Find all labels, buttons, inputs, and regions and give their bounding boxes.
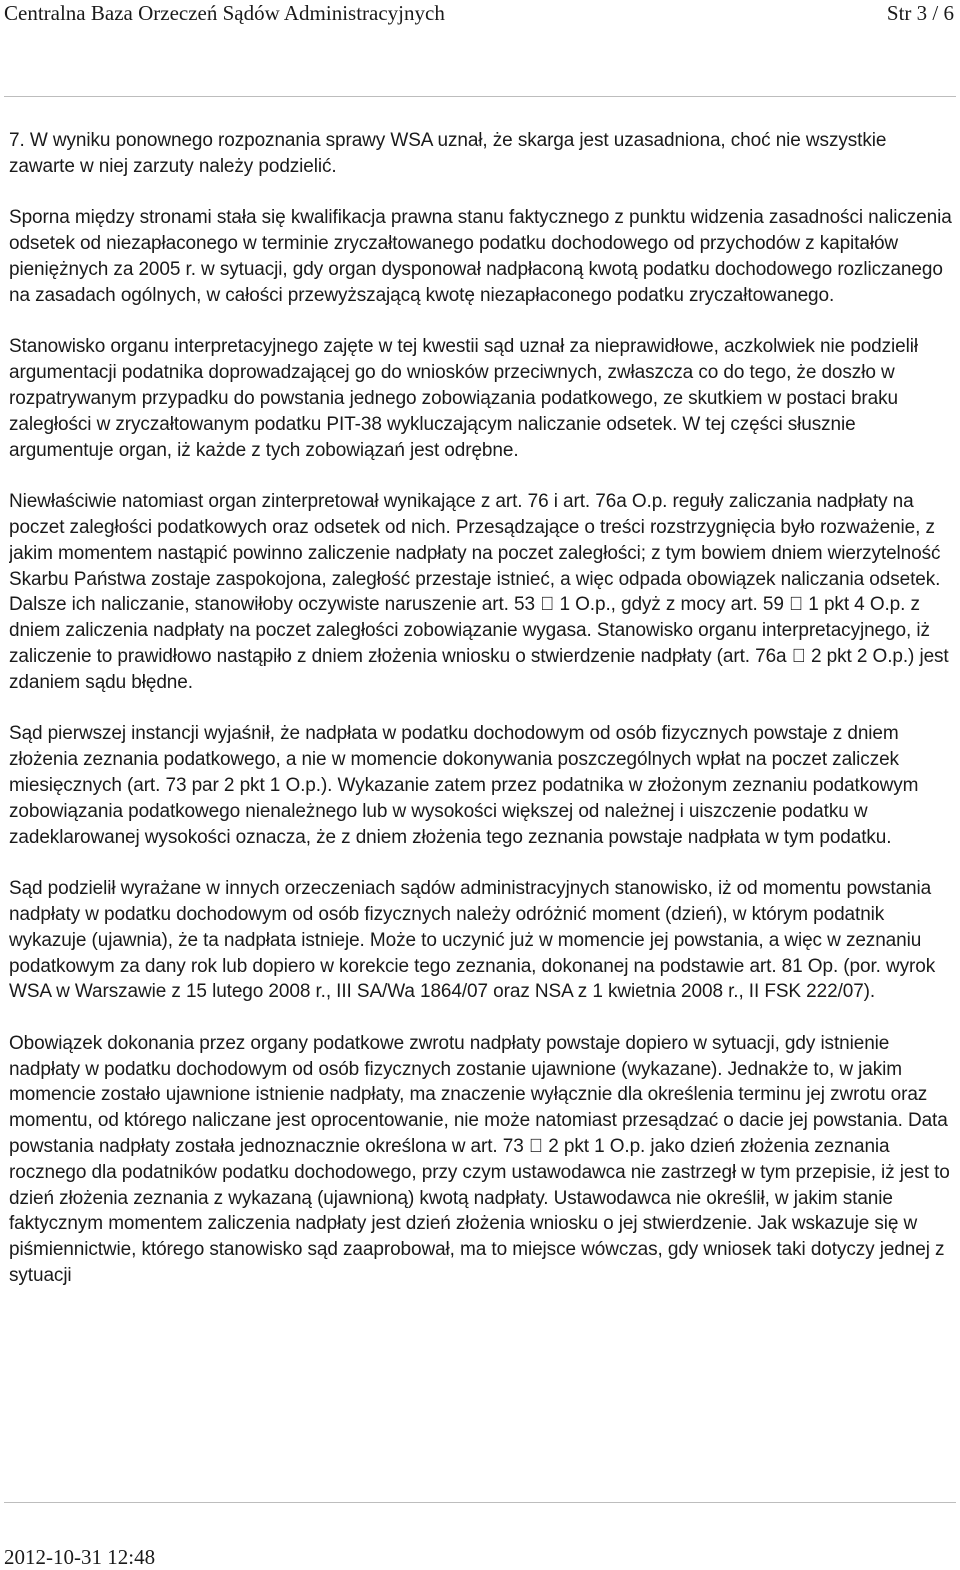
document-body [9, 128, 954, 1480]
page-number: Str 3 / 6 [886, 1, 954, 25]
paragraph-3: Stanowisko organu interpretacyjnego zajęte w tej kwestii sąd uznał za nieprawidłowe, aczkolwiek nie podzielił argumentacji podatnika doprowadzającej go do wniosków przeciwnych, zwłaszcza co do tego, że doszło w rozpatrywanym przypadku do powstania jednego zobowiązania podatkowego, ze skutkiem w postaci braku zaległości w zryczałtowanym podatku PIT-38 wykluczającym naliczanie odsetek. W tej części słusznie argumentuje organ, iż każde z tych zobowiązań jest odrębne. [9, 336, 918, 461]
header-divider [4, 96, 956, 97]
footer-divider [4, 1502, 956, 1503]
page-header [0, 0, 960, 26]
paragraph-6: Sąd podzielił wyrażane w innych orzeczeniach sądów administracyjnych stanowisko, iż od momentu powstania nadpłaty w podatku dochodowym od osób fizycznych należy odróżnić moment (dzień), w którym podatnik wykazuje (ujawnia), że ta nadpłata istnieje. Może to uczynić już w momencie jej powstania, a więc w zeznaniu podatkowym za dany rok lub dopiero w korekcie tego zeznania, dokonanej na podstawie art. 81 Op. (por. wyrok WSA w Warszawie z 15 lutego 2008 r., III SA/Wa 1864/07 oraz NSA z 1 kwietnia 2008 r., II FSK 222/07). [9, 878, 936, 1003]
paragraph-4: Niewłaściwie natomiast organ zinterpretował wynikające z art. 76 i art. 76a O.p. reguły zaliczania nadpłaty na poczet zaległości podatkowych oraz odsetek od nich. Przesądzające o treści rozstrzygnięcia było rozważenie, z jakim momentem nastąpić powinno zaliczenie nadpłaty na poczet zaległości; z tym bowiem dniem wierzytelność Skarbu Państwa zostaje zaspokojona, zaległość przestaje istnieć, a więc odpada obowiązek naliczania odsetek. Dalsze ich naliczanie, stanowiłoby oczywiste naruszenie art. 53 1 O.p., gdyż z mocy art. 59 1 pkt 4 O.p. z dniem zaliczenia nadpłaty na poczet zaległości zobowiązanie wygasa. Stanowisko organu interpretacyjnego, iż zaliczenie to prawidłowo nastąpiło z dniem złożenia wniosku o stwierdzenie nadpłaty (art. 76a 2 pkt 2 O.p.) jest zdaniem sądu błędne. [9, 491, 941, 693]
document-source-title: Centralna Baza Orzeczeń Sądów Administracyjnych [4, 1, 445, 25]
paragraph-5: Sąd pierwszej instancji wyjaśnił, że nadpłata w podatku dochodowym od osób fizycznych powstaje z dniem złożenia zeznania podatkowego, a nie w momencie dokonywania poszczególnych wpłat na poczet zaliczek miesięcznych (art. 73 par 2 pkt 1 O.p.). Wykazanie zatem przez podatnika w złożonym zeznaniu podatkowym zobowiązania podatkowego nienależnego lub w wysokości większej od należnej i uiszczenie podatku w zadeklarowanej wysokości oznacza, że z dniem złożenia tego zeznania powstaje nadpłata w tym podatku. [9, 723, 919, 848]
footer-timestamp: 2012-10-31 12:48 [4, 1545, 156, 1569]
paragraph-7: Obowiązek dokonania przez organy podatkowe zwrotu nadpłaty powstaje dopiero w sytuacji, gdy istnienie nadpłaty w podatku dochodowym od osób fizycznych zostanie ujawnione (wykazane). Jednakże to, w jakim momencie zostało ujawnione istnienie nadpłaty, ma znaczenie wyłącznie dla określenia terminu jej zwrotu oraz momentu, od którego naliczane jest oprocentowanie, nie może natomiast przesądzać o dacie jej powstania. Data powstania nadpłaty została jednoznacznie określona w art. 73 2 pkt 1 O.p. jako dzień złożenia zeznania rocznego dla podatników podatku dochodowego, przy czym ustawodawca nie zastrzegł w tym przepisie, iż jest to dzień złożenia zeznania z wykazaną (ujawnioną) kwotą nadpłaty. Ustawodawca nie określił, w jakim stanie faktycznym momentem zaliczenia nadpłaty jest dzień złożenia wniosku o jej stwierdzenie. Jak wskazuje się w piśmiennictwie, którego stanowisko sąd zaaprobował, ma to miejsce wówczas, gdy wniosek taki dotyczy jednej z sytuacji [9, 1032, 953, 1261]
paragraph-1: 7. W wyniku ponownego rozpoznania sprawy WSA uznał, że skarga jest uzasadniona, choć nie wszystkie zawarte w niej zarzuty należy podzielić. [9, 130, 887, 177]
paragraph-2: Sporna między stronami stała się kwalifikacja prawna stanu faktycznego z punktu widzenia zasadności naliczenia odsetek od niezapłaconego w terminie zryczałtowanego podatku dochodowego od przychodów z kapitałów pieniężnych za 2005 r. w sytuacji, gdy organ dysponował nadpłaconą kwotą podatku dochodowego rozliczanego na zasadach ogólnych, w całości przewyższającą kwotę niezapłaconego podatku zryczałtowanego. [9, 207, 952, 306]
